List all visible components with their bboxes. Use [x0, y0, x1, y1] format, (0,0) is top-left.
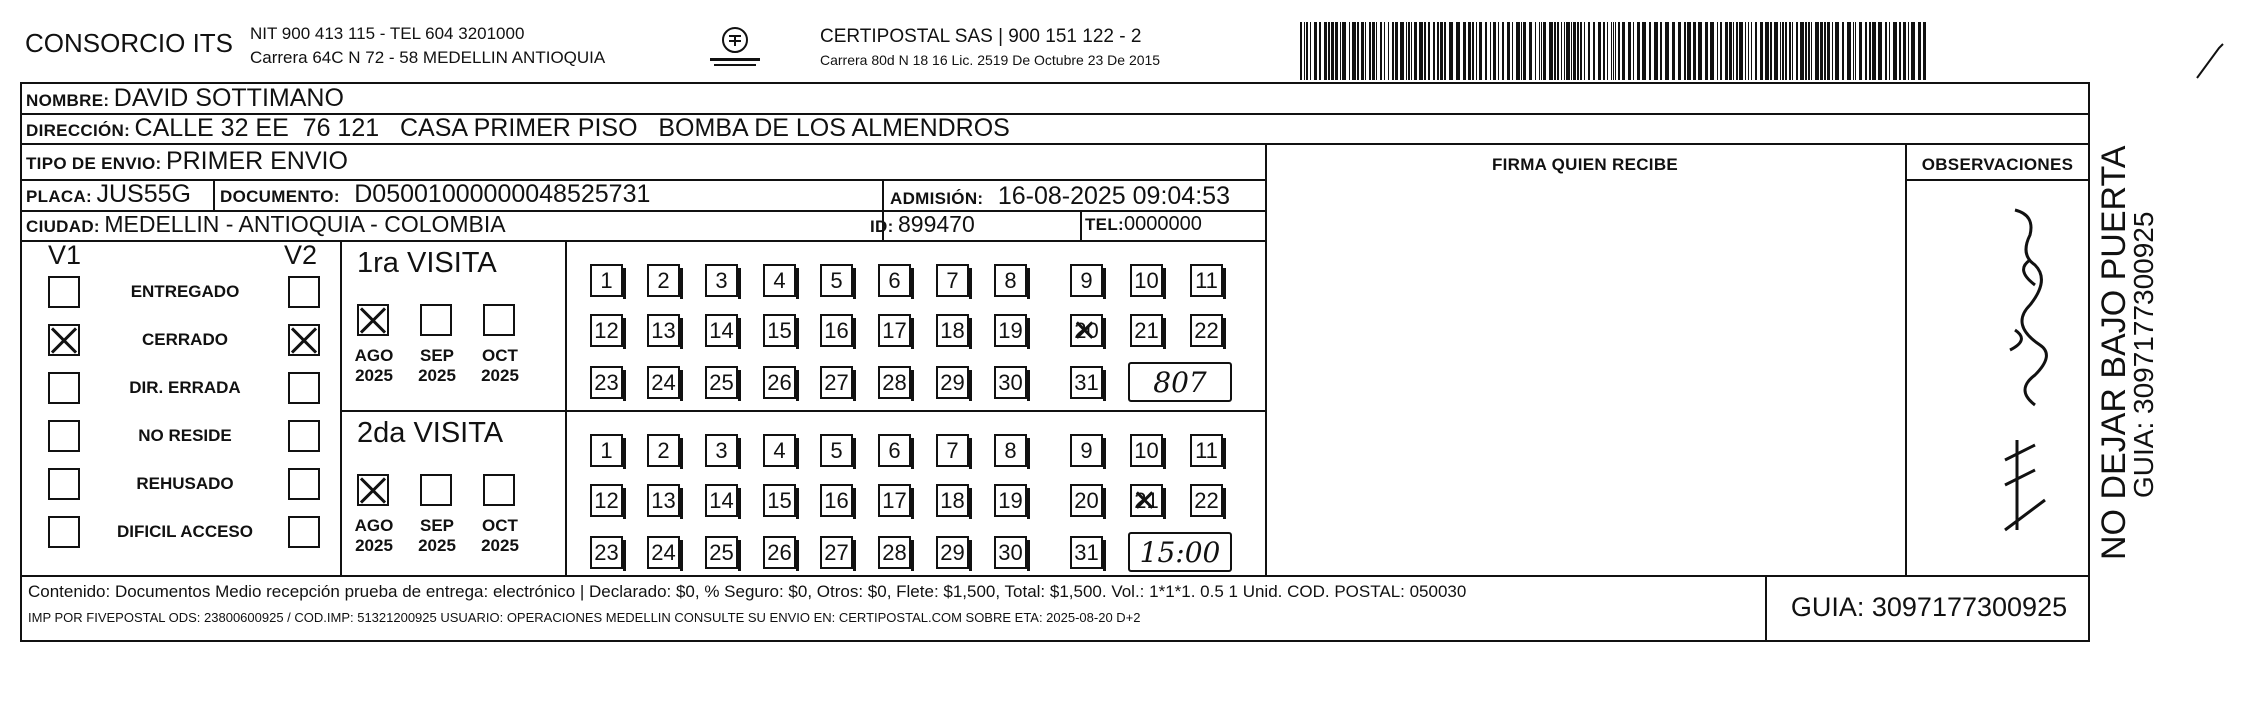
month-checkbox[interactable] — [420, 304, 452, 336]
visit-title: 1ra VISITA — [357, 247, 497, 279]
v1-checkbox[interactable] — [48, 276, 80, 308]
direccion-label: DIRECCIÓN: — [26, 121, 131, 140]
day-box[interactable]: 29 — [936, 536, 969, 569]
day-box[interactable]: 31 — [1070, 366, 1103, 399]
footer-guia: GUIA: 3097177300925 — [1790, 592, 2068, 622]
sep-placa — [213, 179, 215, 210]
sep-obs — [1905, 143, 1907, 575]
company-address: Carrera 64C N 72 - 58 MEDELLIN ANTIOQUIA — [250, 48, 606, 67]
day-box[interactable]: 31 — [1070, 536, 1103, 569]
v1-checkbox[interactable] — [48, 468, 80, 500]
v2-checkbox[interactable] — [288, 324, 320, 356]
sep-tel — [1080, 210, 1082, 240]
v2-checkbox[interactable] — [288, 420, 320, 452]
day-box[interactable]: 18 — [936, 314, 969, 347]
documento-value: D05001000000048525731 — [354, 180, 651, 208]
certipostal-name: CERTIPOSTAL SAS | 900 151 122 - 2 — [820, 26, 1142, 47]
day-box[interactable]: 20 — [1070, 484, 1103, 517]
sep-status — [340, 240, 342, 575]
status-label: NO RESIDE — [138, 426, 232, 445]
day-box[interactable]: 17 — [878, 314, 911, 347]
v1-checkbox[interactable] — [48, 324, 80, 356]
sep-guia — [1765, 575, 1767, 642]
observaciones-header: OBSERVACIONES — [1921, 155, 2074, 174]
status-label: DIR. ERRADA — [129, 378, 241, 397]
side-no-dejar: NO DEJAR BAJO PUERTA — [2095, 145, 2133, 560]
day-box[interactable]: ✕ 21 — [1130, 484, 1163, 517]
direccion-row — [26, 114, 1010, 143]
certipostal-logo-icon — [700, 24, 770, 70]
nombre-value: DAVID SOTTIMANO — [113, 84, 344, 112]
day-box[interactable]: 5 — [820, 264, 853, 297]
day-box[interactable]: 23 — [590, 536, 623, 569]
day-box[interactable]: 3 — [705, 264, 738, 297]
day-box[interactable]: 7 — [936, 264, 969, 297]
day-box[interactable]: 27 — [820, 536, 853, 569]
placa-row — [26, 180, 191, 209]
month-checkbox[interactable] — [357, 474, 389, 506]
v2-checkbox[interactable] — [288, 276, 320, 308]
day-box[interactable]: 24 — [647, 366, 680, 399]
day-box[interactable]: 8 — [994, 434, 1027, 467]
day-box[interactable]: 17 — [878, 484, 911, 517]
day-box[interactable]: 3 — [705, 434, 738, 467]
day-box[interactable]: 25 — [705, 366, 738, 399]
day-box[interactable]: 1 — [590, 434, 623, 467]
day-box[interactable]: 8 — [994, 264, 1027, 297]
day-box[interactable]: 4 — [763, 264, 796, 297]
recipient-signature — [1975, 200, 2065, 555]
footer-imp: IMP POR FIVEPOSTAL ODS: 23800600925 / COD.IMP: 51321200925 USUARIO: OPERACIONES MEDELLIN CONSULTE SU ENVIO EN: CERTIPOSTAL.COM SOBRE ETA: 2025-08-20 D+2 — [28, 610, 1141, 625]
admision-value: 16-08-2025 09:04:53 — [997, 182, 1230, 210]
rule-7 — [20, 575, 2090, 577]
tel-label: TEL: — [1085, 215, 1124, 234]
status-label: CERRADO — [142, 330, 228, 349]
month-label: AGO 2025 — [354, 346, 394, 385]
id-row — [870, 211, 975, 238]
visit-title: 2da VISITA — [357, 417, 504, 449]
day-box[interactable]: 4 — [763, 434, 796, 467]
day-box[interactable]: 10 — [1130, 434, 1163, 467]
day-box[interactable]: 16 — [820, 314, 853, 347]
id-label: ID: — [870, 217, 894, 236]
id-value: 899470 — [898, 211, 975, 237]
day-box[interactable]: 30 — [994, 366, 1027, 399]
month-label: SEP 2025 — [418, 516, 456, 555]
rule-5 — [20, 240, 1265, 242]
day-box[interactable]: 27 — [820, 366, 853, 399]
day-box[interactable]: 2 — [647, 264, 680, 297]
certipostal-address: Carrera 80d N 18 16 Lic. 2519 De Octubre 23 De 2015 — [820, 52, 1161, 68]
barcode — [1300, 22, 1930, 80]
sep-months — [565, 240, 567, 575]
company-name: CONSORCIO ITS — [25, 28, 234, 58]
day-box[interactable]: 28 — [878, 536, 911, 569]
day-box[interactable]: 15 — [763, 314, 796, 347]
month-label: SEP 2025 — [418, 346, 456, 385]
day-box[interactable]: 6 — [878, 434, 911, 467]
admision-label: ADMISIÓN: — [890, 189, 984, 208]
ciudad-value: MEDELLIN - ANTIOQUIA - COLOMBIA — [104, 211, 506, 237]
day-box[interactable]: 11 — [1190, 264, 1223, 297]
admision-row — [890, 182, 1230, 211]
direccion-value: CALLE 32 EE 76 121 CASA PRIMER PISO BOMBA DE LOS ALMENDROS — [134, 114, 1010, 142]
nombre-label: NOMBRE: — [26, 91, 110, 110]
status-label: DIFICIL ACCESO — [116, 522, 253, 541]
day-box[interactable]: 22 — [1190, 484, 1223, 517]
footer-content: Contenido: Documentos Medio recepción prueba de entrega: electrónico | Declarado: $0, % Seguro: $0, Otros: $0, Flete: $1,500, Total: $1,500. Vol.: 1*1*1. 0.5 1 Unid. COD. POSTAL: 050030 — [28, 582, 1467, 601]
day-box[interactable]: 28 — [878, 366, 911, 399]
day-box[interactable]: 5 — [820, 434, 853, 467]
rule-2 — [20, 143, 2090, 145]
month-checkbox[interactable] — [483, 474, 515, 506]
day-box[interactable]: 30 — [994, 536, 1027, 569]
side-guia: GUIA: 3097177300925 — [2128, 211, 2159, 498]
day-box[interactable]: 18 — [936, 484, 969, 517]
rule-3b — [1905, 179, 2090, 181]
day-box[interactable]: 9 — [1070, 264, 1103, 297]
day-box[interactable]: 23 — [590, 366, 623, 399]
tipo-row — [26, 147, 348, 176]
v1-header: V1 — [48, 240, 82, 270]
day-box[interactable]: 12 — [590, 314, 623, 347]
day-box[interactable]: 14 — [705, 484, 738, 517]
status-label: REHUSADO — [136, 474, 234, 493]
tipo-label: TIPO DE ENVIO: — [26, 154, 162, 173]
month-label: AGO 2025 — [354, 516, 394, 555]
handwritten-note: 15:00 — [1128, 532, 1232, 572]
day-box[interactable]: 1 — [590, 264, 623, 297]
day-box[interactable]: 13 — [647, 314, 680, 347]
day-box[interactable]: 9 — [1070, 434, 1103, 467]
documento-label: DOCUMENTO: — [220, 187, 340, 206]
v2-header: V2 — [284, 240, 318, 270]
day-box[interactable]: 12 — [590, 484, 623, 517]
day-box[interactable]: 26 — [763, 536, 796, 569]
tel-row — [1085, 213, 1202, 236]
v1-checkbox[interactable] — [48, 420, 80, 452]
day-box[interactable]: 16 — [820, 484, 853, 517]
day-box[interactable]: 29 — [936, 366, 969, 399]
month-checkbox[interactable] — [357, 304, 389, 336]
status-label: ENTREGADO — [130, 282, 240, 301]
month-label: OCT 2025 — [481, 346, 519, 385]
corner-mark — [2195, 40, 2235, 85]
placa-label: PLACA: — [26, 187, 93, 206]
month-checkbox[interactable] — [483, 304, 515, 336]
ciudad-label: CIUDAD: — [26, 217, 100, 236]
rule-6 — [340, 410, 1265, 412]
v2-checkbox[interactable] — [288, 468, 320, 500]
day-box[interactable]: ✕ 20 — [1070, 314, 1103, 347]
day-box[interactable]: 25 — [705, 536, 738, 569]
documento-row — [220, 180, 650, 209]
day-box[interactable]: 19 — [994, 314, 1027, 347]
v1-checkbox[interactable] — [48, 372, 80, 404]
firma-header: FIRMA QUIEN RECIBE — [1491, 155, 1679, 174]
v2-checkbox[interactable] — [288, 516, 320, 548]
v2-checkbox[interactable] — [288, 372, 320, 404]
day-box[interactable]: 14 — [705, 314, 738, 347]
month-label: OCT 2025 — [481, 516, 519, 555]
day-box[interactable]: 11 — [1190, 434, 1223, 467]
sep-firma — [1265, 143, 1267, 575]
day-box[interactable]: 10 — [1130, 264, 1163, 297]
company-nit: NIT 900 413 115 - TEL 604 3201000 — [250, 24, 525, 43]
day-box[interactable]: 24 — [647, 536, 680, 569]
day-box[interactable]: 2 — [647, 434, 680, 467]
month-checkbox[interactable] — [420, 474, 452, 506]
nombre-row — [26, 84, 344, 113]
placa-value: JUS55G — [96, 180, 191, 208]
tel-value: 0000000 — [1123, 213, 1202, 235]
v1-checkbox[interactable] — [48, 516, 80, 548]
day-box[interactable]: 15 — [763, 484, 796, 517]
ciudad-row — [26, 211, 506, 238]
day-box[interactable]: 6 — [878, 264, 911, 297]
day-box[interactable]: 21 — [1130, 314, 1163, 347]
day-box[interactable]: 26 — [763, 366, 796, 399]
day-box[interactable]: 19 — [994, 484, 1027, 517]
day-box[interactable]: 22 — [1190, 314, 1223, 347]
handwritten-note: 807 — [1128, 362, 1232, 402]
day-box[interactable]: 13 — [647, 484, 680, 517]
day-box[interactable]: 7 — [936, 434, 969, 467]
tipo-value: PRIMER ENVIO — [165, 147, 348, 175]
